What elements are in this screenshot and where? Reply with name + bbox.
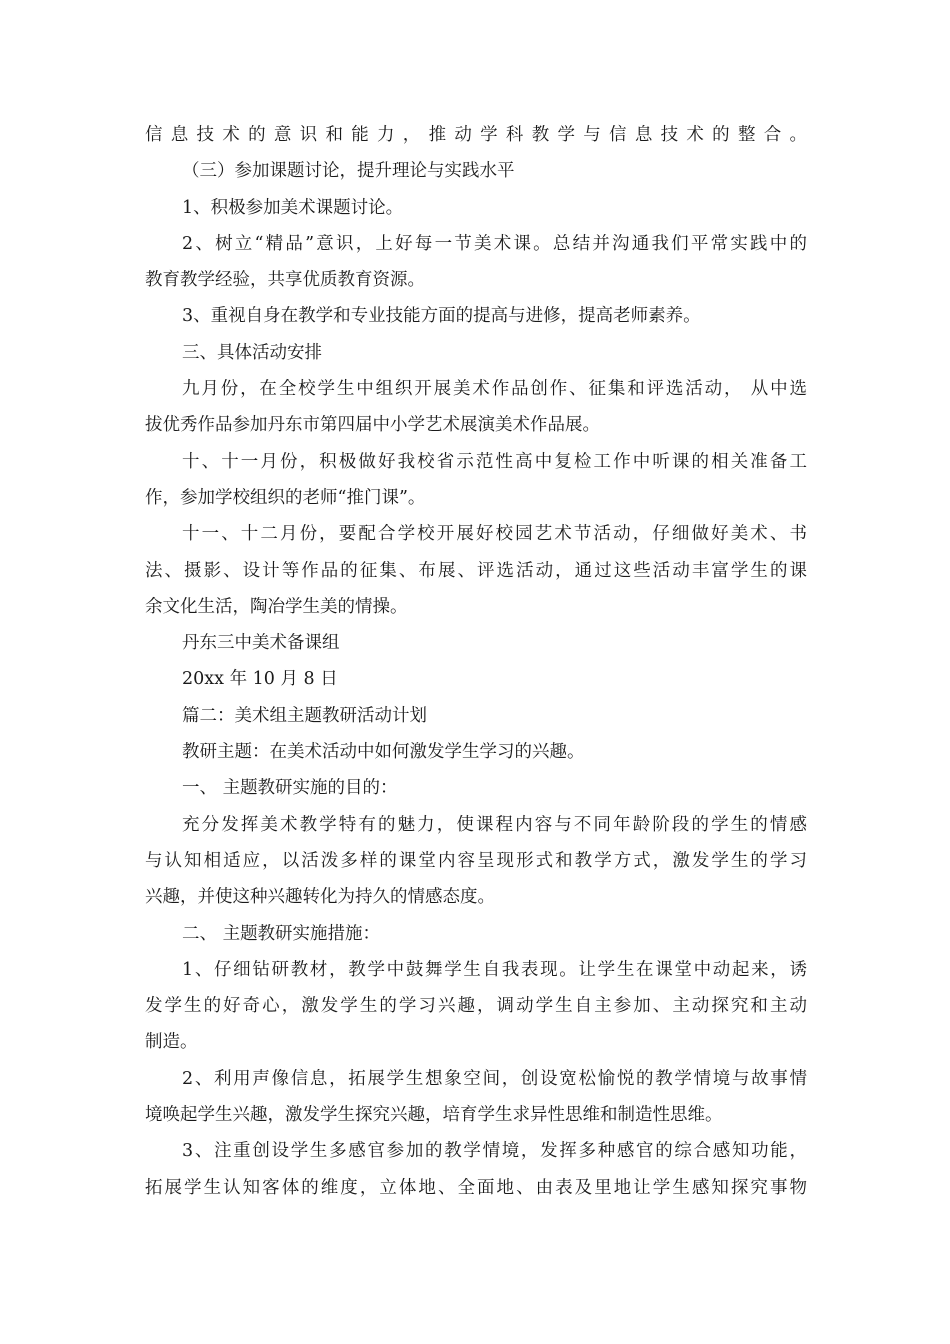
section-heading: 三、具体活动安排 [182, 342, 322, 363]
paragraph-line: 兴趣，并使这种兴趣转化为持久的情感态度。 [145, 887, 495, 908]
signature-line: 丹东三中美术备课组 [182, 633, 340, 654]
paragraph-line: 充分发挥美术教学特有的魅力，使课程内容与不同年龄阶段的学生的情感 [182, 814, 807, 835]
paragraph-line: 3、重视自身在教学和专业技能方面的提高与进修，提高老师素养。 [182, 306, 701, 327]
paragraph-line: 九月份，在全校学生中组织开展美术作品创作、征集和评选活动， 从中选 [182, 379, 807, 400]
paragraph-line: 教研主题：在美术活动中如何激发学生学习的兴趣。 [182, 742, 585, 763]
paragraph-line: 法、摄影、设计等作品的征集、布展、评选活动，通过这些活动丰富学生的课 [145, 560, 807, 581]
paragraph-line: 拔优秀作品参加丹东市第四届中小学艺术展演美术作品展。 [145, 415, 600, 436]
paragraph-line: 3、注重创设学生多感官参加的教学情境，发挥多种感官的综合感知功能， [182, 1141, 807, 1162]
paragraph-line: 2、利用声像信息，拓展学生想象空间，创设宽松愉悦的教学情境与故事情 [182, 1068, 807, 1089]
paragraph-line: 制造。 [145, 1032, 198, 1053]
paragraph-line: 拓展学生认知客体的维度，立体地、全面地、由表及里地让学生感知探究事物 [145, 1177, 807, 1198]
date-line: 20xx 年 10 月 8 日 [182, 669, 338, 690]
section-heading: （三）参加课题讨论，提升理论与实践水平 [182, 161, 515, 182]
section-heading: 一、 主题教研实施的目的： [182, 778, 398, 799]
paragraph-line: 1、仔细钻研教材，教学中鼓舞学生自我表现。让学生在课堂中动起来，诱 [182, 959, 807, 980]
paragraph-line: 余文化生活，陶冶学生美的情操。 [145, 596, 408, 617]
paragraph-line: 与认知相适应，以活泼多样的课堂内容呈现形式和教学方式，激发学生的学习 [145, 850, 807, 871]
paragraph-line: 1、积极参加美术课题讨论。 [182, 197, 404, 218]
paragraph-line: 2、树立“精品”意识，上好每一节美术课。总结并沟通我们平常实践中的 [182, 233, 807, 254]
document-body [145, 117, 807, 1206]
paragraph-line: 信息技术的意识和能力，推动学科教学与信息技术的整合。 [145, 125, 807, 145]
paragraph-line: 作，参加学校组织的老师“推门课”。 [145, 487, 426, 508]
paragraph-line: 境唤起学生兴趣，激发学生探究兴趣，培育学生求异性思维和制造性思维。 [145, 1105, 723, 1126]
paragraph-line: 十一、十二月份，要配合学校开展好校园艺术节活动，仔细做好美术、书 [182, 524, 807, 545]
paragraph-line: 十、十一月份，积极做好我校省示范性高中复检工作中听课的相关准备工 [182, 451, 807, 472]
section-heading: 篇二：美术组主题教研活动计划 [182, 705, 427, 726]
section-heading: 二、 主题教研实施措施： [182, 923, 381, 944]
paragraph-line: 发学生的好奇心，激发学生的学习兴趣，调动学生自主参加、主动探究和主动 [145, 996, 807, 1017]
paragraph-line: 教育教学经验，共享优质教育资源。 [145, 270, 425, 291]
